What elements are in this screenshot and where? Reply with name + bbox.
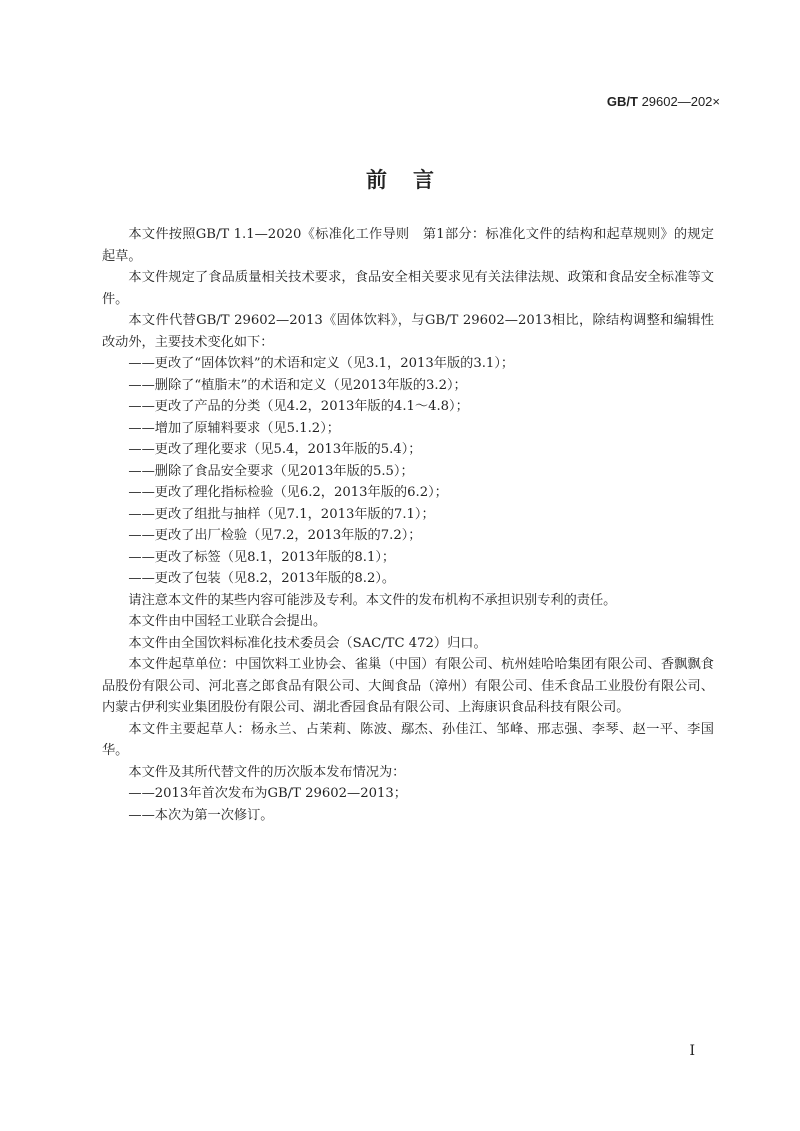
document-body [102,224,714,826]
change-item: ——更改了产品的分类（见4.2，2013年版的4.1～4.8）； [128,399,469,414]
standard-number: 29602—202× [641,94,720,109]
change-item: ——更改了标签（见8.1，2013年版的8.1）； [128,549,396,565]
page-title: 前言 [366,168,460,192]
history-item: ——2013年首次发布为GB/T 29602—2013； [128,786,407,801]
standard-code [607,94,720,109]
change-item: ——更改了组批与抽样（见7.1，2013年版的7.1）； [128,506,435,522]
change-item: ——更改了理化指标检验（见6.2，2013年版的6.2）； [128,485,448,500]
page-number: I [689,1043,695,1059]
history-item: ——本次为第一次修订。 [128,807,274,823]
change-item: ——更改了理化要求（见5.4，2013年版的5.4）； [128,442,422,457]
paragraph-history-intro: 本文件及其所代替文件的历次版本发布情况为： [128,764,406,780]
paragraph-drafting-rules: 本文件按照GB/T 1.1—2020《标准化工作导则 第1部分：标准化文件的结构和起草规则》的规定起草。 [102,227,714,264]
change-item: ——删除了食品安全要求（见2013年版的5.5）； [128,463,414,479]
paragraph-drafting-units: 本文件起草单位：中国饮料工业协会、雀巢（中国）有限公司、杭州娃哈哈集团有限公司、香飘飘食品股份有限公司、河北喜之郎食品有限公司、大闽食品（漳州）有限公司、佳禾食品工业股份有限公司、内蒙古伊利实业集团股份有限公司、湖北香园食品有限公司、上海康识食品科技有限公司。 [102,657,714,715]
change-item: ——增加了原辅料要求（见5.1.2）； [128,420,340,436]
paragraph-patent-notice: 请注意本文件的某些内容可能涉及专利。本文件的发布机构不承担识别专利的责任。 [128,592,617,608]
change-item: ——更改了包装（见8.2，2013年版的8.2）。 [128,571,396,586]
paragraph-scope-note: 本文件规定了食品质量相关技术要求，食品安全相关要求见有关法律法规、政策和食品安全标准等文件。 [102,270,714,307]
paragraph-proposer: 本文件由中国轻工业联合会提出。 [128,614,327,629]
change-item: ——删除了“植脂末”的术语和定义（见2013年版的3.2）； [128,377,467,393]
paragraph-committee: 本文件由全国饮料标准化技术委员会（SAC/TC 472）归口。 [128,635,487,651]
standard-prefix: GB/T [606,94,638,109]
change-item: ——更改了“固体饮料”的术语和定义（见3.1，2013年版的3.1）； [128,356,515,371]
paragraph-drafters: 本文件主要起草人：杨永兰、占茉莉、陈波、鄢杰、孙佳江、邹峰、邢志强、李琴、赵一平、李国华。 [102,721,714,758]
change-item: ——更改了出厂检验（见7.2，2013年版的7.2）； [128,528,422,543]
paragraph-replacement: 本文件代替GB/T 29602—2013《固体饮料》，与GB/T 29602—2013相比，除结构调整和编辑性改动外，主要技术变化如下： [102,313,714,350]
